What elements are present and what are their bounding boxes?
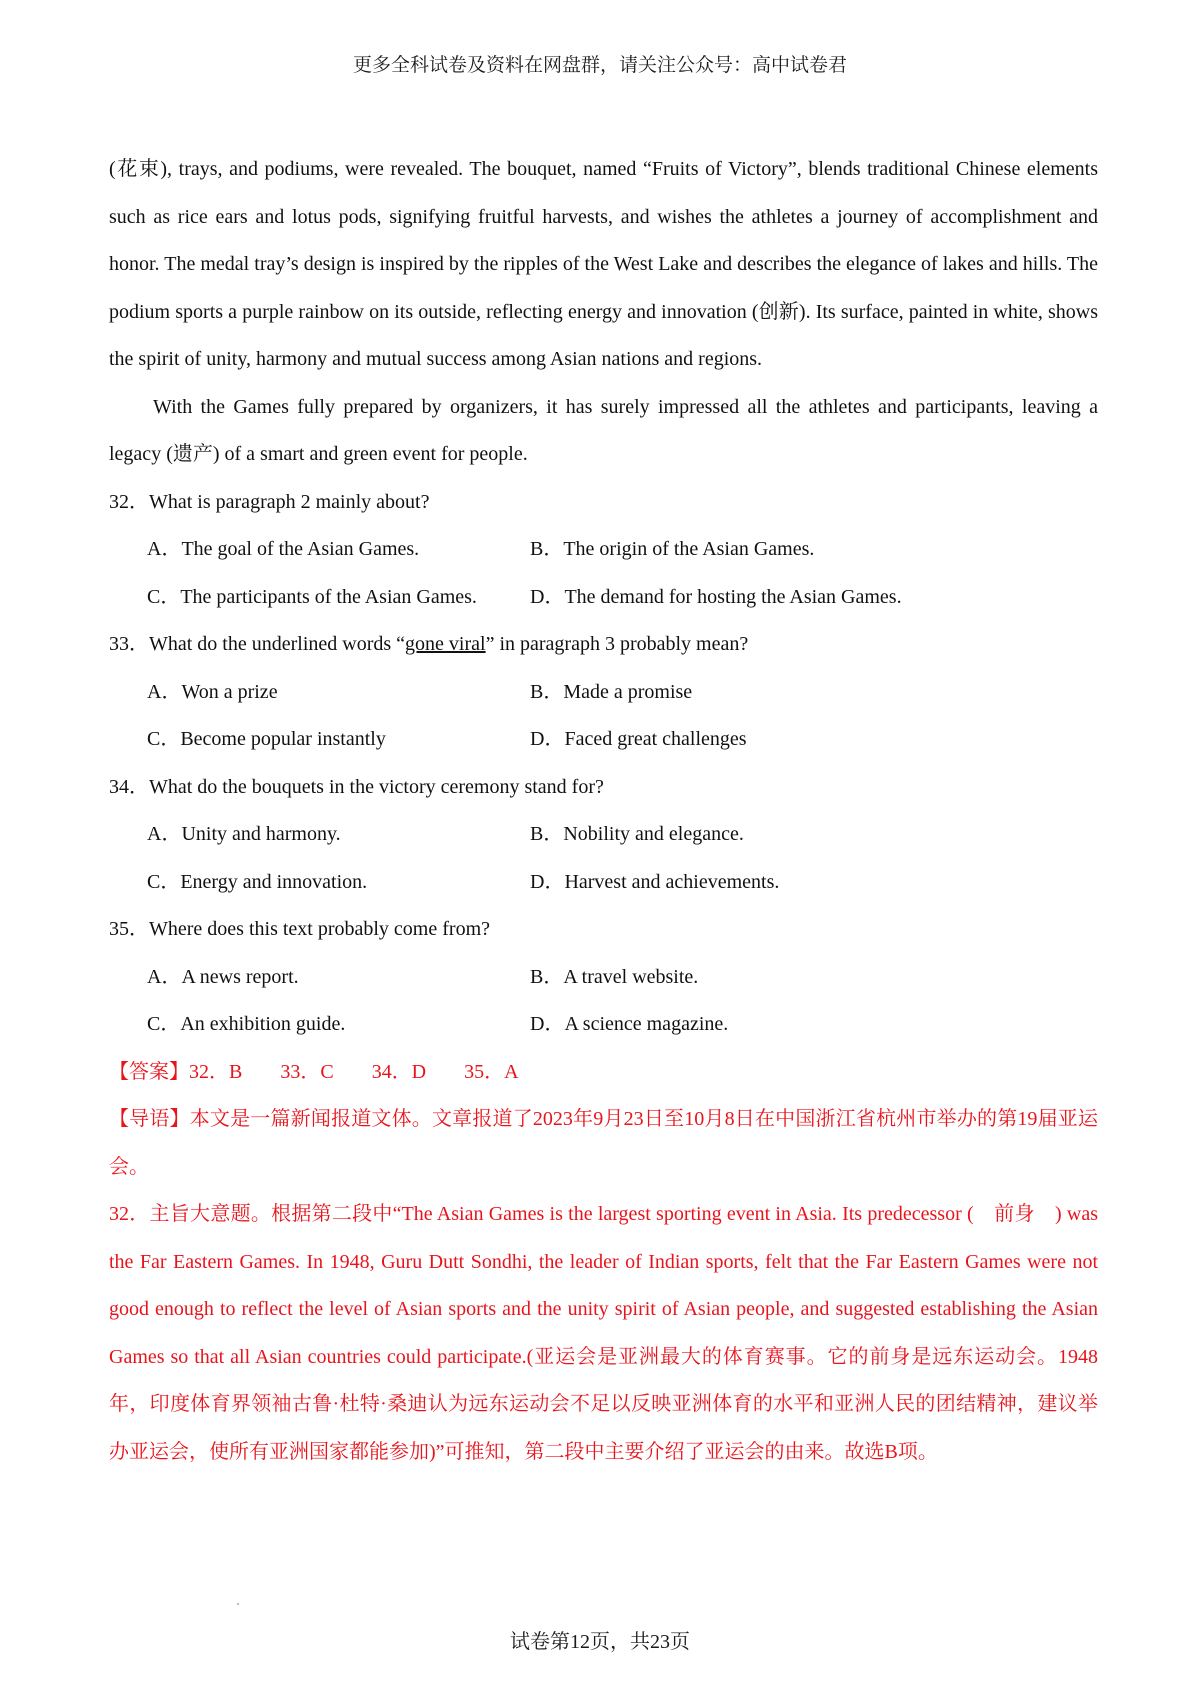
page-header-notice: 更多全科试卷及资料在网盘群，请关注公众号：高中试卷君	[352, 55, 847, 76]
option-a: A．A news report.	[147, 965, 299, 988]
option-d: D．Faced great challenges	[530, 728, 747, 750]
stem-text: ” in paragraph 3 probably mean?	[485, 633, 749, 655]
option-b: B．The origin of the Asian Games.	[530, 538, 815, 560]
option-c: C．An exhibition guide.	[147, 1013, 346, 1035]
question-stem: 34．What do the bouquets in the victory ceremony stand for?	[109, 775, 604, 798]
guide-text: 本文是一篇新闻报道文体。文章报道了2023年9月23日至10月8日在中国浙江省杭州市举办的第19届亚运会。	[109, 1108, 1098, 1178]
option-row	[109, 811, 1098, 859]
option-row	[109, 1001, 1098, 1049]
option-d: D．The demand for hosting the Asian Games.	[530, 585, 902, 608]
option-b: B．A travel website.	[530, 965, 699, 988]
option-c: C．Energy and innovation.	[147, 870, 368, 893]
scan-dot	[237, 1603, 239, 1605]
answer-item: 33．C	[280, 1060, 334, 1083]
question-stem	[109, 621, 1098, 669]
question-35	[109, 906, 1098, 1049]
answer-item: 32．B	[189, 1060, 243, 1083]
option-row	[109, 954, 1098, 1002]
passage-paragraph-1: (花束), trays, and podiums, were revealed. The bouquet, named “Fruits of Victory”, blends traditional Chinese elements such as rice ears and lotus pods, signifying fruitful harvests, and wishes the athletes a journey of accomplishment and honor. The medal tray’s design is inspired by the ripples of the West Lake and describes the elegance of lakes and hills. The podium sports a purple rainbow on its outside, reflecting energy and innovation (创新). Its surface, painted in white, shows the spirit of unity, harmony and mutual success among Asian nations and regions.	[109, 158, 1098, 370]
question-34	[109, 764, 1098, 907]
guide-note	[109, 1096, 1098, 1191]
question-33	[109, 621, 1098, 764]
option-c: C．The participants of the Asian Games.	[147, 585, 477, 608]
option-row	[109, 669, 1098, 717]
question-stem: 32．What is paragraph 2 mainly about?	[109, 490, 430, 513]
stem-text: 33．What do the underlined words “	[109, 633, 406, 655]
option-a: A．The goal of the Asian Games.	[147, 538, 420, 560]
option-a: A．Unity and harmony.	[147, 823, 341, 845]
option-b: B．Nobility and elegance.	[530, 823, 744, 845]
guide-label: 【导语】	[109, 1108, 190, 1130]
page-footer: 试卷第12页，共23页	[510, 1631, 690, 1653]
exam-page-content	[109, 146, 1098, 1476]
option-a: A．Won a prize	[147, 680, 278, 703]
underlined-phrase: gone viral	[405, 633, 486, 655]
option-d: D．Harvest and achievements.	[530, 870, 780, 893]
option-b: B．Made a promise	[530, 680, 693, 703]
option-row	[109, 526, 1098, 574]
question-stem: 35．Where does this text probably come from?	[109, 918, 490, 940]
answer-item: 34．D	[371, 1060, 427, 1083]
option-d: D．A science magazine.	[530, 1013, 729, 1035]
option-c: C．Become popular instantly	[147, 728, 386, 750]
answer-item: 35．A	[464, 1060, 519, 1083]
answer-key	[109, 1049, 1098, 1097]
option-row	[109, 716, 1098, 764]
option-row	[109, 574, 1098, 622]
explanation-32: 32．主旨大意题。根据第二段中“The Asian Games is the largest sporting event in Asia. Its predecessor ( 前身 ) was the Far Eastern Games. In 1948, Guru Dutt Sondhi, the leader of Indian sports, felt that the Far Eastern Games were not good enough to reflect the level of Asian sports and the unity spirit of Asian people, and suggested establishing the Asian Games so that all Asian countries could participate.(亚运会是亚洲最大的体育赛事。它的前身是远东运动会。1948年，印度体育界领袖古鲁·杜特·桑迪认为远东运动会不足以反映亚洲体育的水平和亚洲人民的团结精神，建议举办亚运会，使所有亚洲国家都能参加)”可推知，第二段中主要介绍了亚运会的由来。故选B项。	[109, 1203, 1098, 1463]
question-32	[109, 479, 1098, 622]
option-row	[109, 859, 1098, 907]
passage-paragraph-2: With the Games fully prepared by organizers, it has surely impressed all the athletes and participants, leaving a legacy (遗产) of a smart and green event for people.	[109, 395, 1098, 465]
answer-label: 【答案】	[109, 1060, 189, 1083]
